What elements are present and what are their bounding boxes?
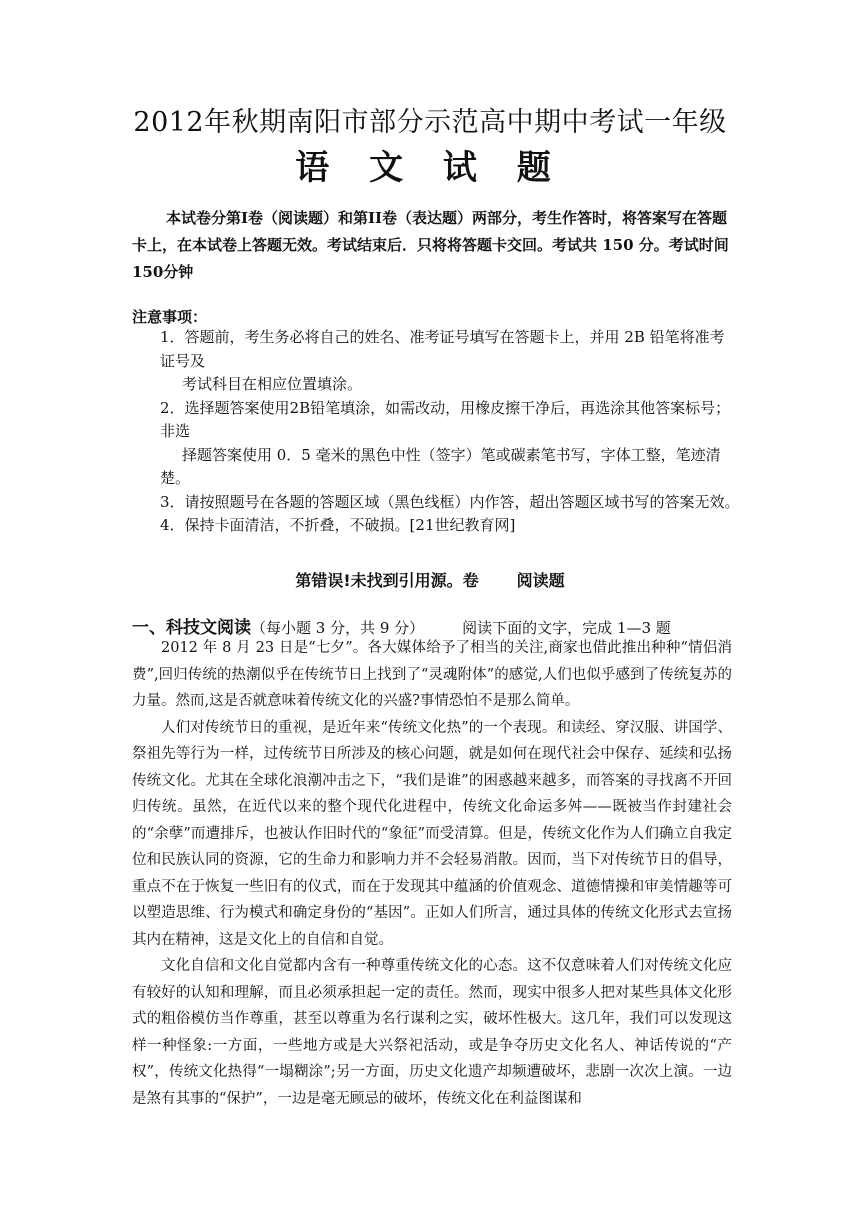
question-title: 一、科技文阅读 xyxy=(132,618,251,638)
section-name: 阅读题 xyxy=(516,571,565,590)
note-item-2-line-2: 非选 xyxy=(160,422,191,440)
note-item-1-line-1: 1．答题前，考生务必将自己的姓名、准考证号填写在答题卡上，并用 2B 铅笔将准考 xyxy=(160,328,725,346)
note-item-3: 3．请按照题号在各题的答题区域（黑色线框）内作答，超出答题区域书写的答案无效。 xyxy=(160,492,740,511)
section-part: 第错误!未找到引用源。卷 xyxy=(295,571,479,590)
intro-paragraph: 本试卷分第I卷（阅读题）和第II卷（表达题）两部分，考生作答时，将答案写在答题卡上，在本试卷上答题无效。考试结束后．只将将答题卡交回。考试共 150 分。考试时间150分钟 xyxy=(132,209,729,281)
note-item-4: 4．保持卡面清洁，不折叠，不破损。[21世纪教育网] xyxy=(160,516,516,534)
note-item-1-line-3: 考试科目在相应位置填涂。 xyxy=(182,375,363,393)
reading-passage xyxy=(132,635,732,1112)
note-item-2-line-1: 2．选择题答案使用2B铅笔填涂，如需改动，用橡皮擦干净后，再选涂其他答案标号； xyxy=(160,398,731,417)
question-score: （每小题 3 分，共 9 分） xyxy=(251,619,425,637)
note-item-1-line-2: 证号及 xyxy=(160,351,206,370)
passage-paragraph: 2012 年 8 月 23 日是“七夕”。各大媒体给予了相当的关注,商家也借此推出种种“情侣消费”,回归传统的热潮似乎在传统节日上找到了“灵魂附体”的感觉,人们也似乎感到了传统复苏的力量。然而,这是否就意味着传统文化的兴盛?事情恐怕不是那么简单。 xyxy=(132,640,732,709)
passage-paragraph: 文化自信和文化自觉都内含有一种尊重传统文化的心态。这不仅意味着人们对传统文化应有较好的认知和理解，而且必须承担起一定的责任。然而，现实中很多人把对某些具体文化形式的粗俗模仿当作尊重，甚至以尊重为名行谋利之实，破坏性极大。这几年，我们可以发现这样一种怪象:一方面，一些地方或是大兴祭祀活动，或是争夺历史文化名人、神话传说的“产权”，传统文化热得“一塌糊涂”;另一方面，历史文化遗产却频遭破坏，悲剧一次次上演。一边是煞有其事的“保护”，一边是毫无顾忌的破坏，传统文化在利益图谋和 xyxy=(132,958,732,1107)
section-heading xyxy=(0,568,860,591)
exam-title: 2012年秋期南阳市部分示范高中期中考试一年级 xyxy=(133,107,727,138)
question-instruction: 阅读下面的文字，完成 1—3 题 xyxy=(462,619,671,637)
passage-paragraph: 人们对传统节日的重视，是近年来“传统文化热”的一个表现。和读经、穿汉服、讲国学、祭祖先等行为一样，过传统节日所涉及的核心问题，就是如何在现代社会中保存、延续和弘扬传统文化。尤其在全球化浪潮冲击之下，“我们是谁”的困惑越来越多，而答案的寻找离不开回归传统。虽然，在近代以来的整个现代化进程中，传统文化命运多舛——既被当作封建社会的“余孽”而遭排斥，也被认作旧时代的“象征”而受清算。但是，传统文化作为人们确立自我定位和民族认同的资源，它的生命力和影响力并不会轻易消散。因而，当下对传统节日的倡导，重点不在于恢复一些旧有的仪式，而在于发现其中蕴涵的价值观念、道德情操和审美情趣等可以塑造思维、行为模式和确定身份的“基因”。正如人们所言，通过具体的传统文化形式去宣扬其内在精神，这是文化上的自信和自觉。 xyxy=(132,719,732,948)
notes-list xyxy=(132,326,740,538)
notes-heading: 注意事项： xyxy=(132,308,208,326)
subject-title: 语 文 试 题 xyxy=(295,148,565,188)
note-item-2-line-3: 择题答案使用 0．5 毫米的黑色中性（签字）笔或碳素笔书写，字体工整，笔迹清楚。 xyxy=(160,445,721,487)
